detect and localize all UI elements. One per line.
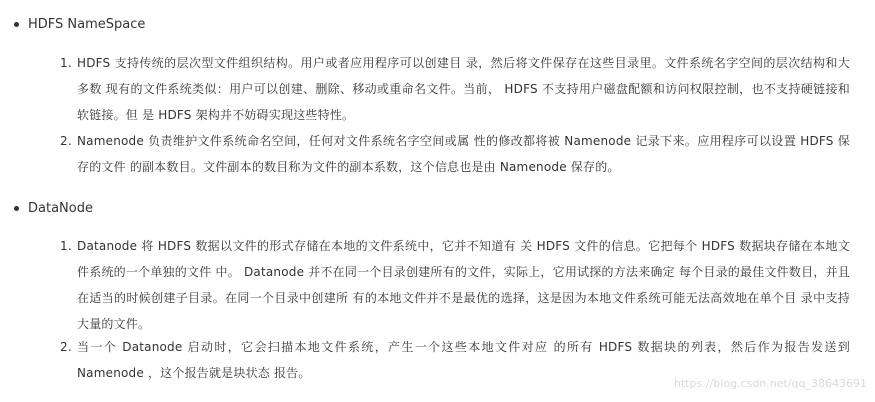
list-item-number: 2. <box>60 134 72 148</box>
list-item-number: 1. <box>60 239 72 253</box>
bullet-icon <box>14 22 19 27</box>
list-item <box>60 50 850 128</box>
list-item-number: 2. <box>60 340 72 354</box>
list-item-text: Namenode 负责维护文件系统命名空间，任何对文件系统名字空间或属 性的修改都将被 Namenode 记录下来。应用程序可以设置 HDFS 保存的文件 的副本数目。文件副本的数目称为文件的副本系数，这个信息也是由 Namenode 保存的。 <box>77 134 850 174</box>
list-item-text: HDFS 支持传统的层次型文件组织结构。用户或者应用程序可以创建目 录，然后将文件保存在这些目录里。文件系统名字空间的层次结构和大多数 现有的文件系统类似：用户可以创建、删除、移动或重命名文件。当前， HDFS 不支持用户磁盘配额和访问权限控制，也不支持硬链接和软链接。但 是 HDFS 架构并不妨碍实现这些特性。 <box>77 56 850 122</box>
list-item-text: 当一个 Datanode 启动时，它会扫描本地文件系统，产生一个这些本地文件对应 的所有 HDFS 数据块的列表，然后作为报告发送到 Namenode ，这个报告就是块状态 报告。 <box>77 340 850 380</box>
section-header <box>14 15 864 35</box>
watermark: https://blog.csdn.net/qq_38643691 <box>673 377 867 390</box>
list-item-number: 1. <box>60 56 72 70</box>
list-item-text: Datanode 将 HDFS 数据以文件的形式存储在本地的文件系统中，它并不知道有 关 HDFS 文件的信息。它把每个 HDFS 数据块存储在本地文件系统的一个单独的文件 中。 Datanode 并不在同一个目录创建所有的文件，实际上，它用试探的方法来确定 每个目录的最佳文件数目，并且在适当的时候创建子目录。在同一个目录中创建所 有的本地文件并不是最优的选择，这是因为本地文件系统可能无法高效地在单个目 录中支持大量的文件。 <box>77 239 850 331</box>
section-title: HDFS NameSpace <box>28 17 146 32</box>
section-datanode <box>14 199 864 219</box>
list-item <box>60 128 850 180</box>
section-hdfs-namespace <box>14 15 864 35</box>
bullet-icon <box>14 206 19 211</box>
list-item <box>60 233 850 337</box>
section-header <box>14 199 864 219</box>
section-title: DataNode <box>28 201 93 216</box>
